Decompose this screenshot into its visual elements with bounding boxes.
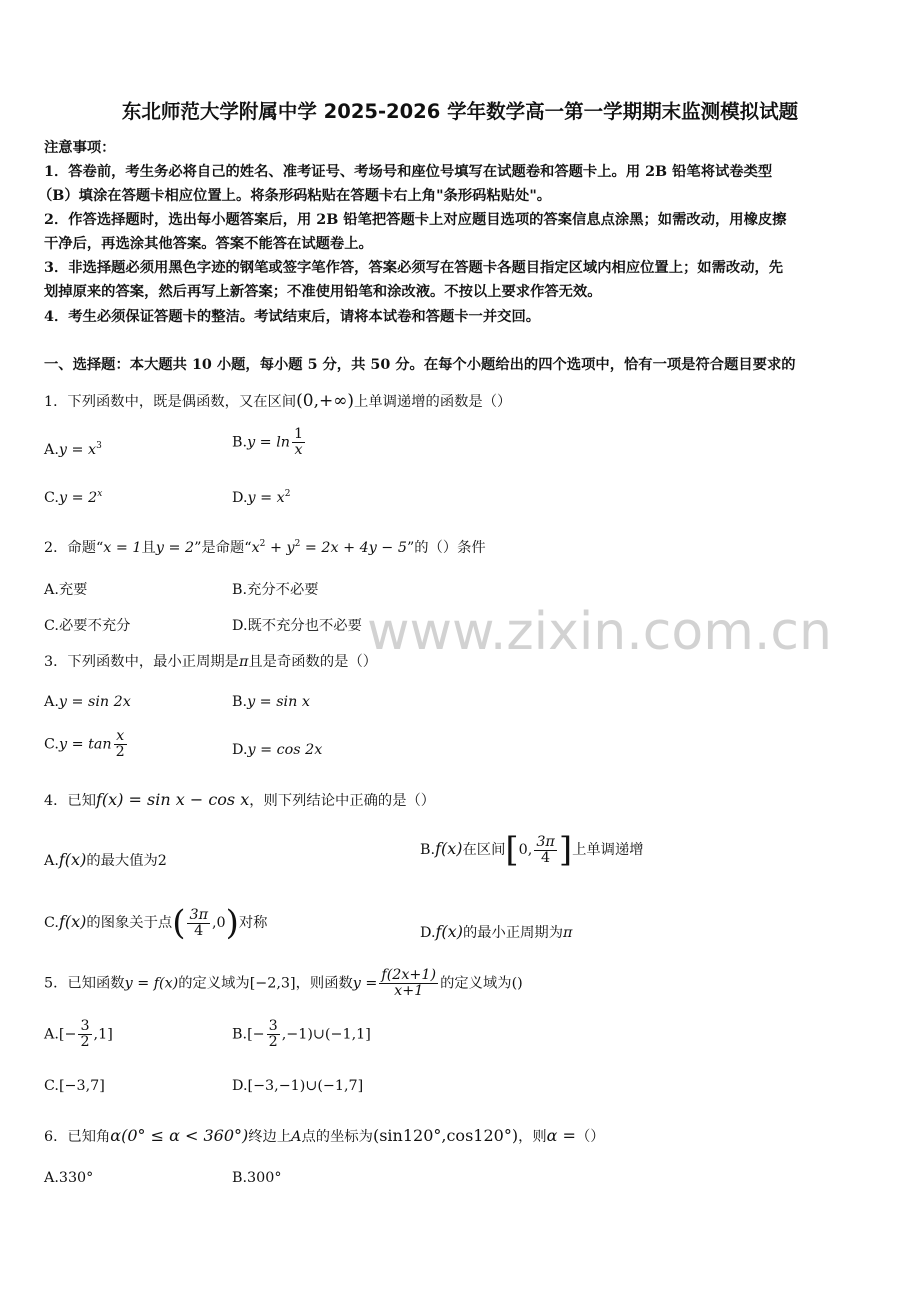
notice-line-4: 干净后，再选涂其他答案。答案不能答在试题卷上。 [44, 236, 373, 252]
notice-line-2: （B）填涂在答题卡相应位置上。将条形码粘贴在答题卡右上角"条形码粘贴处"。 [38, 188, 552, 204]
question-4: 4．已知f(x) = sin x − cos x，则下列结论中正确的是（） [44, 790, 436, 809]
q6-option-b: B.300° [232, 1170, 282, 1186]
q1-stem-end: 上单调递增的函数是（） [354, 394, 512, 410]
q1-interval: (0,+∞) [296, 391, 355, 411]
notice-line-7: 4．考生必须保证答题卡的整洁。考试结束后，请将本试卷和答题卡一并交回。 [44, 309, 541, 325]
notice-heading: 注意事项： [44, 140, 116, 156]
q3-option-d: D.y = cos 2x [232, 742, 323, 758]
q4-option-a: A.f(x)的最大值为2 [44, 850, 167, 869]
q4-option-d: D.f(x)的最小正周期为π [420, 922, 573, 941]
q1-option-d: $D.y = x^2$ [232, 489, 291, 506]
q6-option-a: A.330° [44, 1170, 94, 1186]
question-1 [44, 391, 511, 411]
question-2: 2．命题“x = 1且y = 2”是命题“$x^2 + y^2 = 2x + 4y - 5$”的（）条件 [44, 539, 486, 556]
q3-option-c: C.y = tan $\frac{x}{2}$ [44, 728, 125, 760]
q3-option-b: B.y = sin x [232, 694, 310, 710]
q4-option-b: B.f(x)在区间[0, $\frac{3\pi}{4}$ ]上单调递增 [420, 830, 644, 870]
q2-option-d: D.既不充分也不必要 [232, 618, 362, 634]
notice-line-3: 2．作答选择题时，选出每小题答案后，用 2B 铅笔把答题卡上对应题目选项的答案信息点涂黑；如需改动，用橡皮擦 [44, 212, 787, 228]
question-5: 5．已知函数y = f(x)的定义域为[−2,3]，则函数y = $\frac{f(2x+1)}{x+1}$ 的定义域为() [44, 967, 523, 999]
q2-option-c: C.必要不充分 [44, 618, 131, 634]
q3-option-a: A.y = sin 2x [44, 694, 131, 710]
q2-option-a: A.充要 [44, 582, 88, 598]
page-title: 东北师范大学附属中学 2025-2026 学年数学高一第一学期期末监测模拟试题 [121, 100, 799, 123]
q1-option-b: B.y = ln $\frac{1}{x}$ [232, 426, 304, 458]
notice-line-6: 划掉原来的答案，然后再写上新答案；不准使用铅笔和涂改液。不按以上要求作答无效。 [44, 284, 602, 300]
q1-option-c: $C.y = 2^x$ [44, 489, 103, 506]
notice-line-5: 3．非选择题必须用黑色字迹的钢笔或签字笔作答，答案必须写在答题卡各题目指定区域内相应位置上；如需改动，先 [44, 260, 784, 276]
q1-option-a: $A.y = x^3$ [44, 441, 102, 458]
q5-option-d: D.[−3,−1)∪(−1,7] [232, 1078, 364, 1094]
question-3: 3．下列函数中，最小正周期是π且是奇函数的是（） [44, 654, 378, 670]
notice-line-1: 1．答卷前，考生务必将自己的姓名、准考证号、考场号和座位号填写在试题卷和答题卡上。用 2B 铅笔将试卷类型 [44, 164, 773, 180]
section-heading: 一、选择题：本大题共 10 小题，每小题 5 分，共 50 分。在每个小题给出的四个选项中，恰有一项是符合题目要求的 [44, 357, 796, 373]
q5-option-c: C.[−3,7] [44, 1078, 105, 1094]
q4-option-c: C.f(x)的图象关于点( $\frac{3\pi}{4}$ ,0)对称 [44, 903, 268, 943]
q5-option-a: A.[− $\frac{3}{2}$ ,1] [44, 1018, 113, 1050]
q5-option-b: B.[− $\frac{3}{2}$ ,−1)∪(−1,1] [232, 1018, 371, 1050]
question-6: 6．已知角α(0° ≤ α < 360°)终边上A点的坐标为(sin120°,cos120°)，则α =（） [44, 1126, 605, 1145]
watermark: www.zixin.com.cn [367, 602, 832, 662]
q2-option-b: B.充分不必要 [232, 582, 319, 598]
q1-stem: 1．下列函数中，既是偶函数，又在区间 [44, 394, 297, 410]
